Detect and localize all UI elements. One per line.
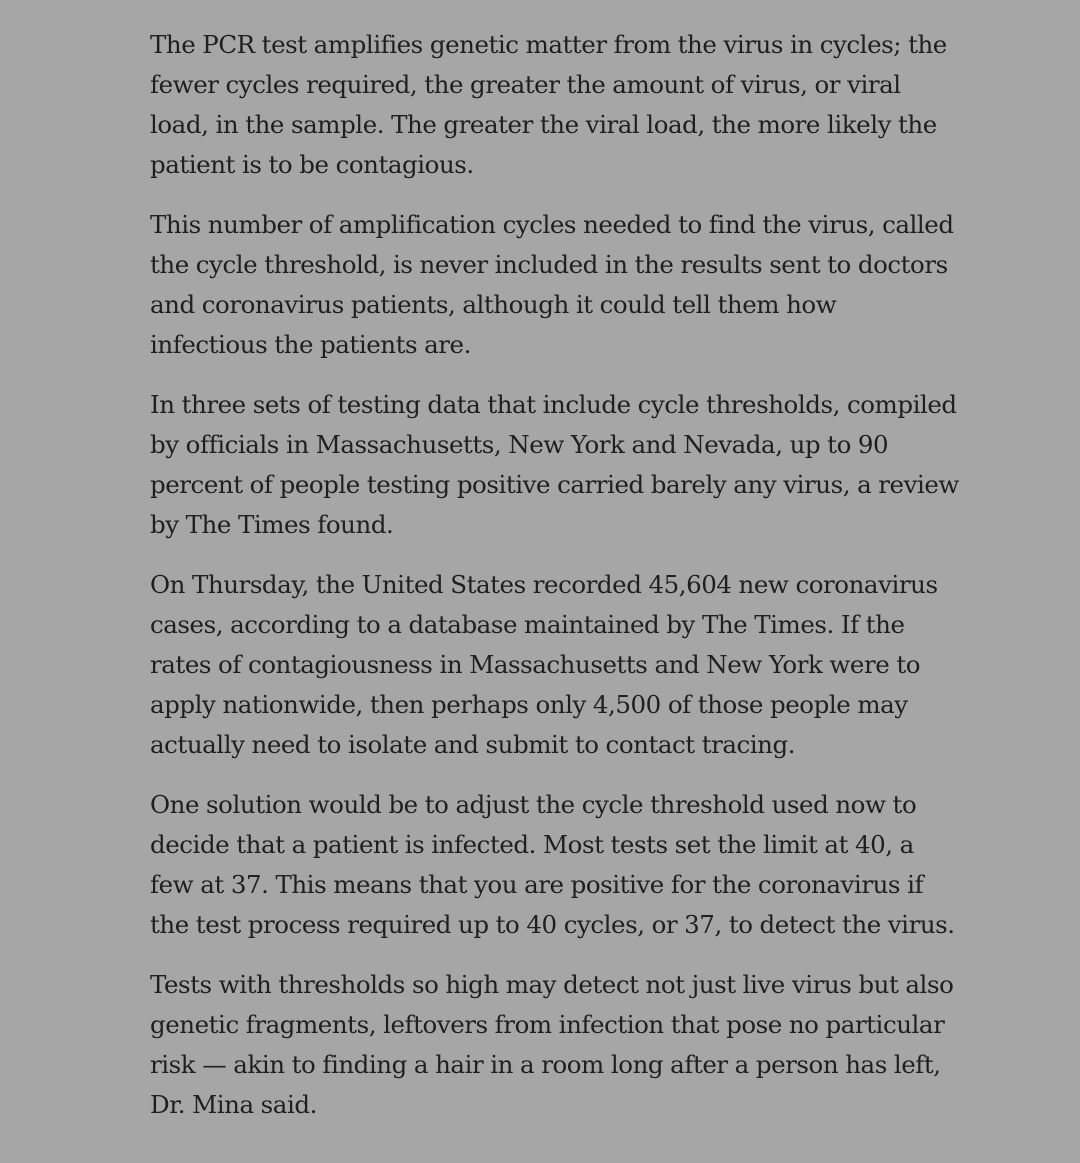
article-paragraph-2: This number of amplification cycles needed to find the virus, called the cycle threshold, is never included in the results sent to doctors and coronavirus patients, although it could tell them how infectious the patients are. [150,210,954,359]
article-paragraph-6: Tests with thresholds so high may detect not just live virus but also genetic fragments, leftovers from infection that pose no particular risk — akin to finding a hair in a room long after a person has left, Dr. Mina said. [150,970,954,1119]
article-paragraph-5: One solution would be to adjust the cycle threshold used now to decide that a patient is infected. Most tests set the limit at 40, a few at 37. This means that you are positive for the coronavirus if the test process required up to 40 cycles, or 37, to detect the virus. [150,790,955,939]
article-paragraph-3: In three sets of testing data that include cycle thresholds, compiled by officials in Massachusetts, New York and Nevada, up to 90 percent of people testing positive carried barely any virus, a review by The Times found. [150,390,959,539]
article-paragraph-1: The PCR test amplifies genetic matter from the virus in cycles; the fewer cycles required, the greater the amount of virus, or viral load, in the sample. The greater the viral load, the more likely the patient is to be contagious. [150,30,947,179]
article-body [150,25,960,1145]
article-paragraph-4: On Thursday, the United States recorded 45,604 new coronavirus cases, according to a database maintained by The Times. If the rates of contagiousness in Massachusetts and New York were to apply nationwide, then perhaps only 4,500 of those people may actually need to isolate and submit to contact tracing. [150,570,938,759]
